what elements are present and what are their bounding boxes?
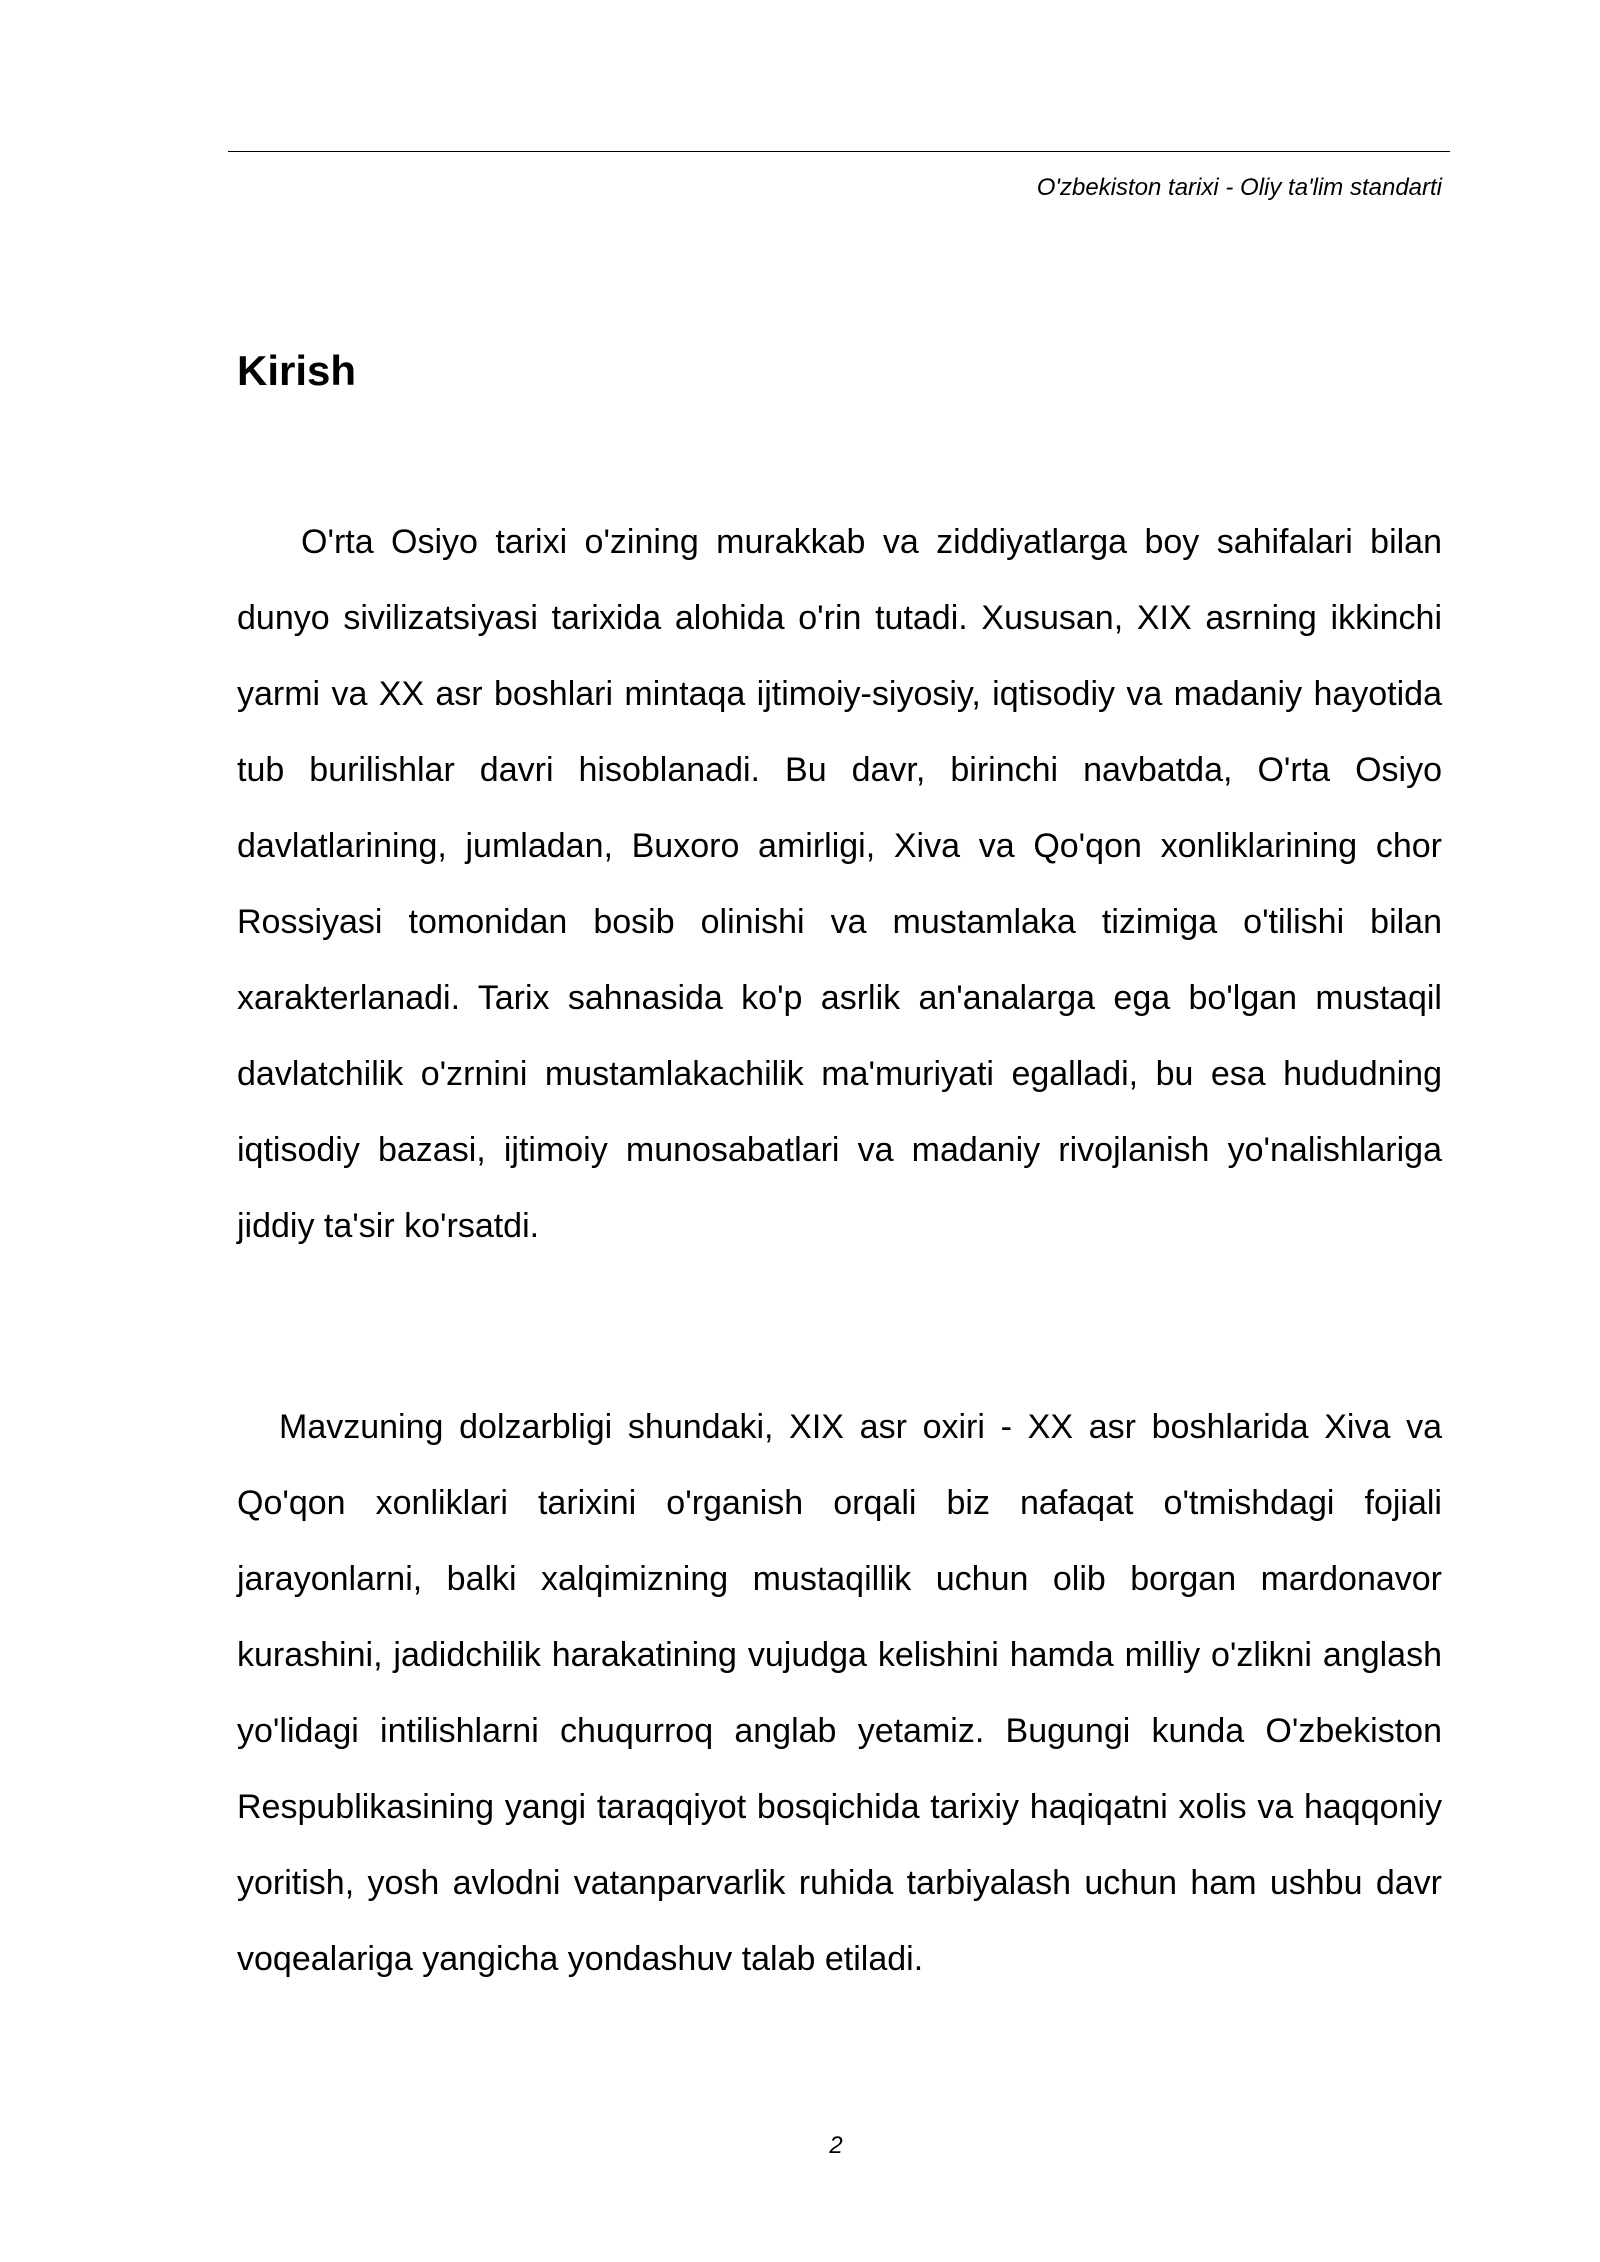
body-paragraph: O'rta Osiyo tarixi o'zining murakkab va ziddiyatlarga boy sahifalari bilan dunyo sivilizatsiyasi tarixida alohida o'rin tutadi. Xususan, XIX asrning ikkinchi yarmi va XX asr boshlari mintaqa ijtimoiy-siyosiy, iqtisodiy va madaniy hayotida tub burilishlar davri hisoblanadi. Bu davr, birinchi navbatda, O'rta Osiyo davlatlarining, jumladan, Buxoro amirligi, Xiva va Qo'qon xonliklarining chor Rossiyasi tomonidan bosib olinishi va mustamlaka tizimiga o'tilishi bilan xarakterlanadi. Tarix sahnasida ko'p asrlik an'analarga ega bo'lgan mustaqil davlatchilik o'zrnini mustamlakachilik ma'muriyati egalladi, bu esa hududning iqtisodiy bazasi, ijtimoiy munosabatlari va madaniy rivojlanish yo'nalishlariga jiddiy ta'sir ko'rsatdi. — [237, 523, 1442, 1245]
header-divider — [228, 151, 1450, 152]
section-title: Kirish — [237, 347, 357, 394]
body-paragraph: Mavzuning dolzarbligi shundaki, XIX asr oxiri - XX asr boshlarida Xiva va Qo'qon xonliklari tarixini o'rganish orqali biz nafaqat o'tmishdagi fojiali jarayonlarni, balki xalqimizning mustaqillik uchun olib borgan mardonavor kurashini, jadidchilik harakatining vujudga kelishini hamda milliy o'zlikni anglash yo'lidagi intilishlarni chuqurroq anglab yetamiz. Bugungi kunda O'zbekiston Respublikasining yangi taraqqiyot bosqichida tarixiy haqiqatni xolis va haqqoniy yoritish, yosh avlodni vatanparvarlik ruhida tarbiyalash uchun ham ushbu davr voqealariga yangicha yondashuv talab etiladi. — [237, 1408, 1442, 1978]
page-number: 2 — [829, 2132, 843, 2159]
running-header: O'zbekiston tarixi - Oliy ta'lim standarti — [1036, 174, 1442, 201]
